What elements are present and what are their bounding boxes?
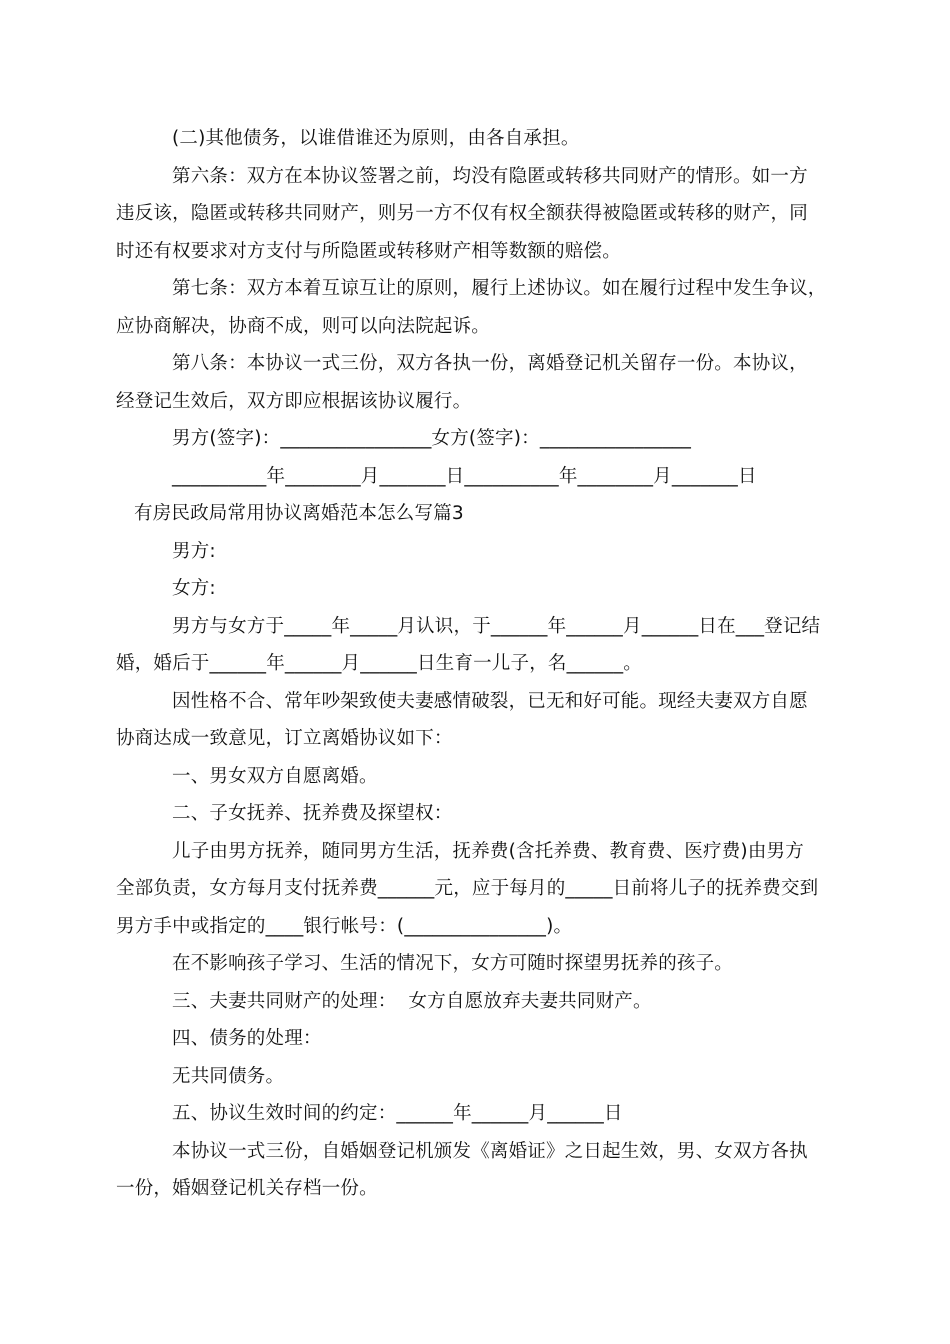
paragraph-line: 全部负责，女方每月支付抚养费______元，应于每月的_____日前将儿子的抚养费交到 [116,878,819,899]
paragraph-line: 三、夫妻共同财产的处理： 女方自愿放弃夫妻共同财产。 [172,991,652,1012]
paragraph-line: (二)其他债务，以谁借谁还为原则，由各自承担。 [172,128,580,149]
paragraph-line: 男方与女方于_____年_____月认识，于______年______月______日在___登记结 [172,616,821,637]
paragraph-line: 本协议一式三份，自婚姻登记机颁发《离婚证》之日起生效，男、女双方各执 [172,1141,808,1162]
paragraph-line: 应协商解决，协商不成，则可以向法院起诉。 [116,316,491,337]
paragraph-line: 时还有权要求对方支付与所隐匿或转移财产相等数额的赔偿。 [116,241,621,262]
paragraph-line: 经登记生效后，双方即应根据该协议履行。 [116,391,472,412]
paragraph-line: 男方手中或指定的____银行帐号：(_______________)。 [116,916,573,937]
paragraph-line: 违反该，隐匿或转移共同财产，则另一方不仅有权全额获得被隐匿或转移的财产，同 [116,203,808,224]
paragraph-line: 一份，婚姻登记机关存档一份。 [116,1178,378,1199]
section-heading: 有房民政局常用协议离婚范本怎么写篇3 [134,503,464,524]
paragraph-line: 四、债务的处理： [172,1028,322,1049]
paragraph-line: 婚，婚后于______年______月______日生育一儿子，名______。 [116,653,643,674]
signature-line: 男方(签字)：________________女方(签字)：________________ [172,428,692,449]
paragraph-line: 第七条：双方本着互谅互让的原则，履行上述协议。如在履行过程中发生争议， [172,278,827,299]
paragraph-line: 男方: [172,541,216,562]
paragraph-line: 五、协议生效时间的约定：______年______月______日 [172,1103,623,1124]
paragraph-line: 无共同债务。 [172,1066,285,1087]
paragraph-line: 一、男女双方自愿离婚。 [172,766,378,787]
paragraph-line: 第八条：本协议一式三份，双方各执一份，离婚登记机关留存一份。本协议， [172,353,808,374]
paragraph-line: 在不影响孩子学习、生活的情况下，女方可随时探望男抚养的孩子。 [172,953,734,974]
paragraph-line: 因性格不合、常年吵架致使夫妻感情破裂，已无和好可能。现经夫妻双方自愿 [172,691,808,712]
paragraph-line: 第六条：双方在本协议签署之前，均没有隐匿或转移共同财产的情形。如一方 [172,166,808,187]
paragraph-line: 儿子由男方抚养，随同男方生活，抚养费(含托养费、教育费、医疗费)由男方 [172,841,804,862]
date-line: __________年________月_______日__________年________月_______日 [172,466,757,487]
paragraph-line: 女方: [172,578,216,599]
paragraph-line: 二、子女抚养、抚养费及探望权： [172,803,453,824]
paragraph-line: 协商达成一致意见，订立离婚协议如下： [116,728,453,749]
